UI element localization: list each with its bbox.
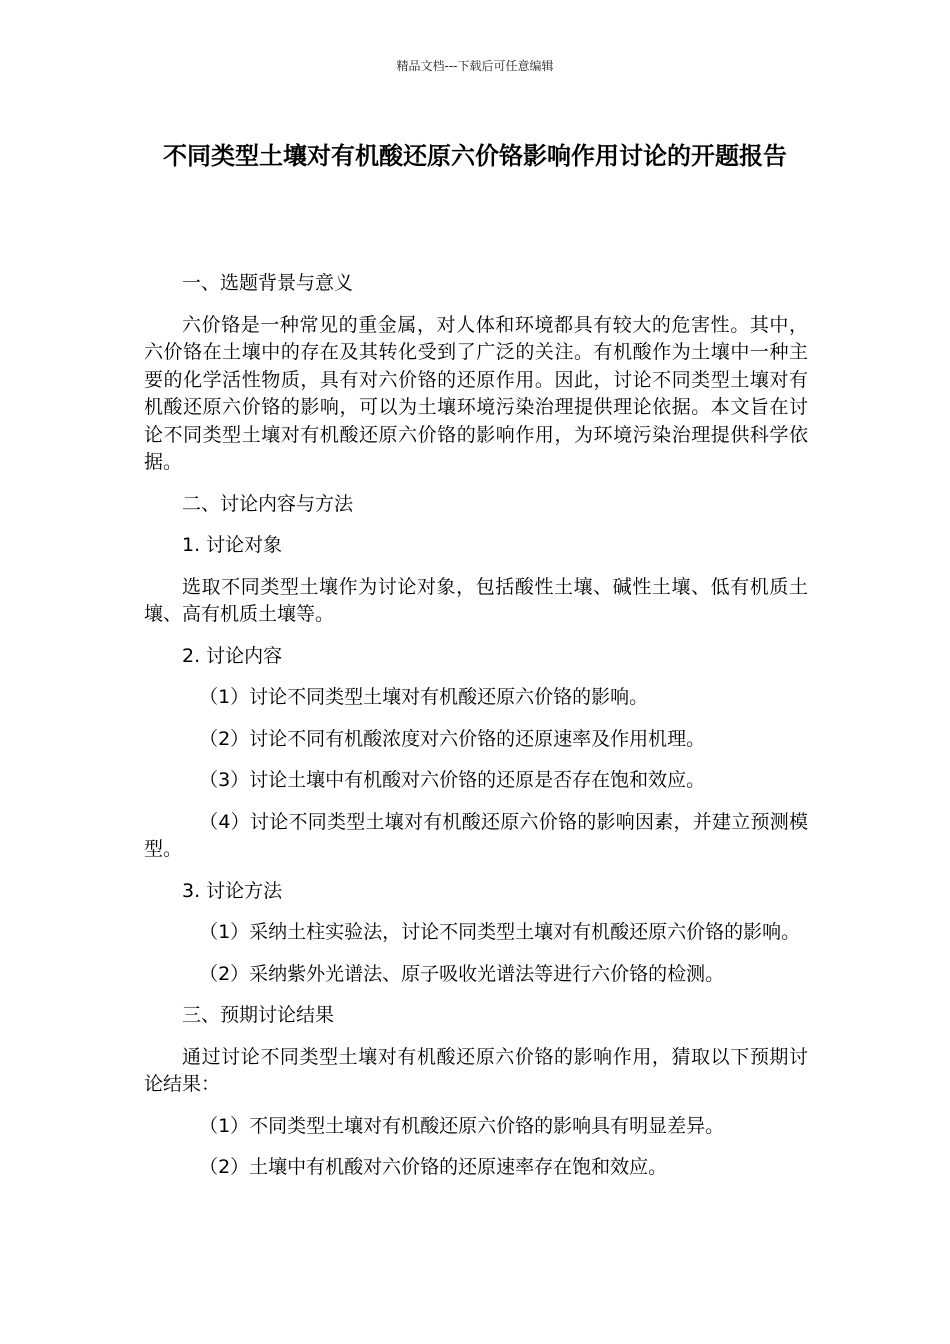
list-item: （1）讨论不同类型土壤对有机酸还原六价铬的影响。 [199,686,649,708]
body-paragraph: 选取不同类型土壤作为讨论对象，包括酸性土壤、碱性土壤、低有机质土壤、高有机质土壤等。 [144,575,808,625]
header-note: 精品文档---下载后可任意编辑 [396,59,554,73]
subsection-heading: 3. 讨论方法 [182,879,283,902]
list-item: （1）采纳土柱实验法，讨论不同类型土壤对有机酸还原六价铬的影响。 [199,921,801,943]
list-item: （1）不同类型土壤对有机酸还原六价铬的影响具有明显差异。 [199,1114,725,1137]
list-item: （2）采纳紫外光谱法、原子吸收光谱法等进行六价铬的检测。 [199,962,725,985]
body-paragraph: 通过讨论不同类型土壤对有机酸还原六价铬的影响作用，猜取以下预期讨论结果： [144,1045,808,1095]
document-title: 不同类型土壤对有机酸还原六价铬影响作用讨论的开题报告 [163,142,787,170]
body-paragraph: 六价铬是一种常见的重金属，对人体和环境都具有较大的危害性。其中，六价铬在土壤中的存在及其转化受到了广泛的关注。有机酸作为土壤中一种主要的化学活性物质，具有对六价铬的还原作用。因此，讨论不同类型土壤对有机酸还原六价铬的影响，可以为土壤环境污染治理提供理论依据。本文旨在讨论不同类型土壤对有机酸还原六价铬的影响作用，为环境污染治理提供科学依据。 [144,313,808,473]
section-heading: 二、讨论内容与方法 [182,492,354,515]
subsection-heading: 1. 讨论对象 [182,534,283,556]
section-heading: 三、预期讨论结果 [182,1004,335,1026]
subsection-heading: 2. 讨论内容 [182,644,283,667]
section-heading: 一、选题背景与意义 [182,272,354,294]
list-item: （2）土壤中有机酸对六价铬的还原速率存在饱和效应。 [199,1156,668,1178]
list-item: （4）讨论不同类型土壤对有机酸还原六价铬的影响因素，并建立预测模型。 [144,810,808,860]
document-body [144,270,808,1196]
list-item: （3）讨论土壤中有机酸对六价铬的还原是否存在饱和效应。 [199,769,706,791]
list-item: （2）讨论不同有机酸浓度对六价铬的还原速率及作用机理。 [199,727,706,750]
